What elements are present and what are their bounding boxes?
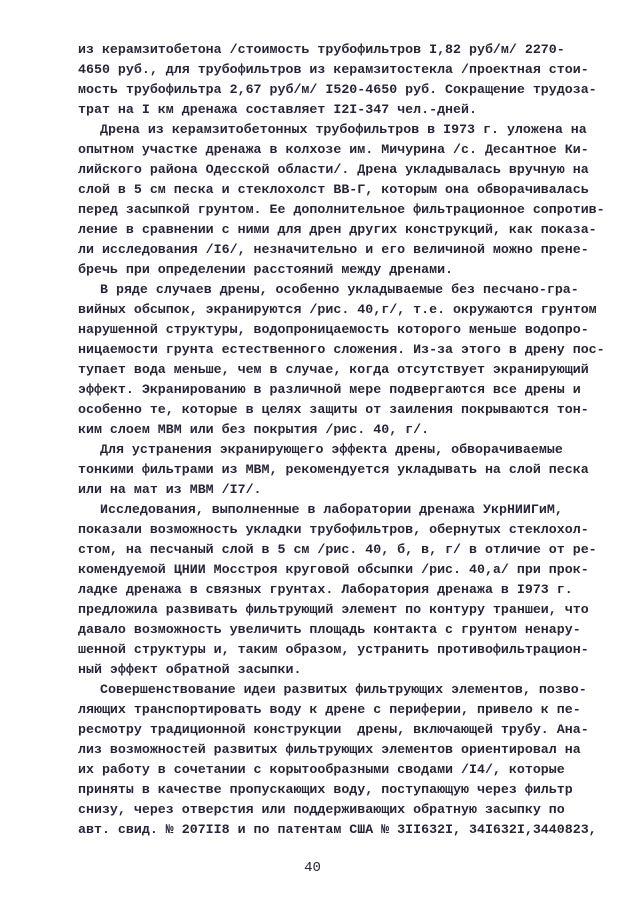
text-line: шенной структуры и, таким образом, устранить противофильтрацион-: [78, 642, 589, 657]
text-line: или на мат из МВМ /I7/.: [78, 482, 262, 497]
text-line: приняты в качестве пропускающих воду, поступающую через фильтр: [78, 782, 573, 797]
text-line: опытном участке дренажа в колхозе им. Мичурина /с. Десантное Ки-: [78, 142, 589, 157]
text-line: вийных обсыпок, экранируются /рис. 40,г/, т.е. окружаются грунтом: [78, 302, 597, 317]
text-line: ляющих транспортировать воду к дрене с периферии, привело к пе-: [78, 702, 581, 717]
text-line: из керамзитобетона /стоимость трубофильтров I,82 руб/м/ 2270-: [78, 42, 565, 57]
text-line: тонкими фильтрами из МВМ, рекомендуется укладывать на слой песка: [78, 462, 589, 477]
text-line: эффект. Экранированию в различной мере подвергаются все дрены и: [78, 382, 581, 397]
text-line: ладке дренажа в связных грунтах. Лаборатория дренажа в I973 г.: [78, 582, 573, 597]
text-line: ление в сравнении с ними для дрен других конструкций, как показа-: [78, 222, 597, 237]
text-line: перед засыпкой грунтом. Ее дополнительное фильтрационное сопротив-: [78, 202, 605, 217]
text-line: Исследования, выполненные в лаборатории дренажа УкрНИИГиМ,: [100, 502, 563, 517]
text-line: трат на I км дренажа составляет I2I-347 чел.-дней.: [78, 102, 477, 117]
text-line: комендуемой ЦНИИ Мосстроя круговой обсыпки /рис. 40,а/ при прок-: [78, 562, 589, 577]
text-line: лиз возможностей развитых фильтрующих элементов ориентировал на: [78, 742, 581, 757]
text-line: бречь при определении расстояний между дренами.: [78, 262, 454, 277]
text-line: В ряде случаев дрены, особенно укладываемые без песчано-гра-: [100, 282, 579, 297]
text-line: Дрена из керамзитобетонных трубофильтров в I973 г. уложена на: [100, 122, 587, 137]
text-line: их работу в сочетании с корытообразными сводами /I4/, которые: [78, 762, 565, 777]
text-line: авт. свид. № 207II8 и по патентам США № 3II632I, 34I632I,3440823,: [78, 822, 597, 837]
text-line: мость трубофильтра 2,67 руб/м/ I520-4650 руб. Сокращение трудоза-: [78, 82, 597, 97]
text-line: снизу, через отверстия или поддерживающих обратную засыпку по: [78, 802, 565, 817]
text-line: 4650 руб., для трубофильтров из керамзитостекла /проектная стои-: [78, 62, 589, 77]
text-line: стом, на песчаный слой в 5 см /рис. 40, б, в, г/ в отличие от ре-: [78, 542, 597, 557]
text-line: Для устранения экранирующего эффекта дрены, обворачиваемые: [100, 442, 563, 457]
text-line: ресмотру традиционной конструкции дрены, включающей трубу. Ана-: [78, 722, 589, 737]
text-line: предложила развивать фильтрующий элемент по контуру траншеи, что: [78, 602, 589, 617]
text-line: ли исследования /I6/, незначительно и его величиной можно прене-: [78, 242, 589, 257]
text-line: Совершенствование идеи развитых фильтрующих элементов, позво-: [100, 682, 587, 697]
text-line: особенно те, которые в целях защиты от заиления покрываются тон-: [78, 402, 589, 417]
text-line: ный эффект обратной засыпки.: [78, 662, 302, 677]
text-line: нарушенной структуры, водопроницаемость которого меньше водопро-: [78, 322, 589, 337]
text-line: лийского района Одесской области/. Дрена укладывалась вручную на: [78, 162, 589, 177]
text-line: ким слоем МВМ или без покрытия /рис. 40, г/.: [78, 422, 430, 437]
page-number: 40: [304, 860, 321, 876]
text-line: показали возможность укладки трубофильтров, обернутых стеклохол-: [78, 522, 589, 537]
document-body: [78, 40, 608, 840]
text-line: давало возможность увеличить площадь контакта с грунтом ненару-: [78, 622, 581, 637]
text-line: ницаемости грунта естественного сложения. Из-за этого в дрену пос-: [78, 342, 605, 357]
text-line: тупает вода меньше, чем в случае, когда отсутствует экранирующий: [78, 362, 589, 377]
text-line: слой в 5 см песка и стеклохолст ВВ-Г, которым она обворачивалась: [78, 182, 589, 197]
